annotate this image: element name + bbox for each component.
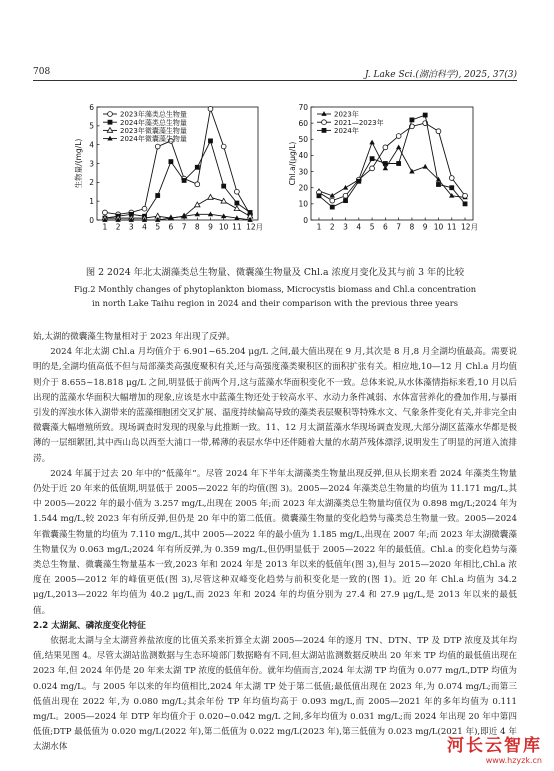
data-point [208,106,213,111]
data-point [103,210,108,215]
figure-caption-zh: 图 2 2024 年北太湖藻类总生物量、微囊藻生物量及 Chl.a 浓度月变化及其与前 3 年的比较 [85,267,465,278]
data-point [169,159,174,164]
data-point [221,184,226,189]
series-line [319,143,465,198]
legend-marker [322,120,327,125]
article-body [33,330,517,756]
legend-label: 2021—2023年 [334,118,384,127]
x-tick-label: 1 [316,222,322,232]
header-rule [33,80,517,81]
data-point [182,178,187,183]
data-point [370,156,375,161]
data-point [195,211,200,216]
y-tick-label: 60 [298,118,308,128]
y-tick-label: 70 [298,102,308,112]
data-point [383,161,388,166]
y-tick-label: 5 [89,121,94,131]
x-tick-label: 6 [168,222,174,232]
x-tick-label: 2 [115,222,121,232]
data-point [330,205,335,210]
y-axis-label: 生物量/(mg/L) [74,138,83,189]
y-tick-label: 2 [89,178,94,188]
x-tick-label: 6 [382,222,388,232]
x-tick-label: 10 [218,222,229,232]
y-tick-label: 6 [89,102,94,112]
data-point [396,134,401,139]
data-point [423,113,428,118]
legend-label: 2024年 [334,127,359,135]
legend-label: 2024年藻类总生物量 [120,118,187,127]
data-point [343,185,348,190]
paragraph: 始,太湖的微囊藻生物量相对于 2023 年出现了反弹。 [33,332,235,342]
data-point [343,198,348,203]
figure-caption-en-line2: in north Lake Taihu region in 2024 and their comparison with the previous three years [92,298,458,308]
data-point [142,206,147,211]
x-tick-label: 10 [433,222,444,232]
y-tick-label: 0 [89,215,94,225]
data-point [234,189,239,194]
data-point [436,182,441,187]
figure-caption-en [33,282,517,310]
x-tick-label: 12月 [246,222,264,232]
x-tick-label: 12月 [461,222,479,232]
series-line [105,141,250,218]
data-point [449,185,454,190]
data-point [422,164,427,169]
watermark-url: www.hzyzk.cn [485,756,542,765]
y-tick-label: 3 [89,159,94,169]
figure-2-charts [75,95,495,260]
y-tick-label: 4 [89,140,94,150]
legend-marker [107,136,112,141]
data-point [195,182,200,187]
x-tick-label: 4 [142,222,147,232]
y-tick-label: 1 [89,196,94,206]
y-tick-label: 20 [298,183,308,193]
data-point [155,144,160,149]
legend-marker [108,112,113,117]
x-tick-label: 2 [329,222,335,232]
x-tick-label: 9 [208,222,213,232]
data-point [436,129,441,134]
x-tick-label: 7 [396,222,402,232]
data-point [383,145,388,150]
data-point [463,193,468,198]
figure-caption-en-line1: Fig.2 Monthly changes of phytoplankton biomass, Microcystis biomass and Chl.a concentration [73,284,477,294]
paragraph: 2024 年北太湖 Chl.a 月均值介于 6.901~65.204 μg/L 之间,最大值出现在 9 月,其次是 8 月,8 月全湖均值最高。需要说明的是,全湖均值高低不但与局部藻类高强度聚积有关,还与高强度藻类聚积区的面积扩张有关。相应地,10—12 月 Chl.a 月均值则介于 8.655~18.818 μg/L 之间,明显低于前两个月,这与蓝藻水华面积变化不一致。总体来说,从水体藻情指标来看,10 月以后出现的蓝藻水华面积大幅增加的现象,应该是水中蓝藻生物还处于较高水平、水动力条件减弱、水体富营养化的叠加作用,与暴雨引发的浑浊水体入湖带来的蓝藻细胞团交叉扩展、温度持续偏高导致的藻类表层聚积等特殊水文、气象条件变化有关,并非完全由微囊藻大幅增殖所致。现场调查时发现的现象与此推断一致。11、12 月太湖蓝藻水华现场调查发现,大部分湖区蓝藻水华都是极薄的一层细絮团,其中西山岛以西至大浦口一带,稀薄的表层水华中还伴随着大量的水葫芦残体漂浮,说明发生了明显的河道入流排涝。 [33,347,517,464]
data-point [208,211,213,216]
legend-label: 2023年微囊藻生物量 [120,127,187,135]
x-tick-label: 11 [446,222,457,232]
legend-label: 2023年藻类总生物量 [120,110,187,119]
x-tick-label: 4 [356,222,362,232]
x-tick-label: 3 [128,222,134,232]
section-heading: 2.2 太湖氮、磷浓度变化特征 [33,620,146,631]
data-point [221,144,226,149]
paragraph: 依据北太湖与全太湖营养盐浓度的比值关系来折算全太湖 2005—2024 年的逐月 TN、DTN、TP 及 DTP 浓度及其年均值,结果见图 4。尽管太湖站监测数据与生态环境部门数据略有不同,但太湖站监测数据反映出 20 年来 TP 均值的最低值出现在 2023 年,但 2024 年仍是 20 年来太湖 TP 浓度的低值年份。就年均值而言,2024 年太湖 TP 均值为 0.077 mg/L,DTP 均值为 0.024 mg/L。与 2005 年以来的年均值相比,2024 年太湖 TP 处于第二低值;最低值出现在 2023 年,为 0.074 mg/L;而第三低值出现在 2022 年,为 0.080 mg/L;其余年份 TP 年均值均高于 0.093 mg/L,而 2005—2021 年的多年均值为 0.111 mg/L。2005—2024 年 DTP 年均值介于 0.020~0.042 mg/L 之间,多年均值为 0.031 mg/L;而 2024 年出现 20 年中第四低值;DTP 最低值为 0.020 mg/L(2022 年),第二低值为 0.022 mg/L(2023 年),第三低值为 0.023 mg/L(2021 年),即近 4 年太湖水体 [33,636,517,753]
x-tick-label: 8 [194,222,200,232]
data-point [317,193,322,198]
data-point [155,193,160,198]
x-tick-label: 9 [422,222,428,232]
x-tick-label: 7 [181,222,187,232]
data-point [449,176,454,181]
data-point [195,165,200,170]
y-tick-label: 50 [298,135,308,145]
data-point [208,139,213,144]
data-point [396,161,401,166]
x-tick-label: 5 [155,222,161,232]
data-point [234,201,239,206]
x-tick-label: 3 [343,222,348,232]
y-axis-label: Chl.a/(μg/L) [288,141,297,186]
page-number: 708 [33,67,51,77]
journal-header: J. Lake Sci.(湖泊科学), 2025, 37(3) [364,70,517,80]
y-tick-label: 0 [303,215,308,225]
data-point [234,206,239,211]
x-tick-label: 5 [369,222,375,232]
data-point [330,198,335,203]
legend-marker [107,128,112,133]
data-point [396,144,401,149]
legend-label: 2024年微囊藻生物量 [120,135,187,144]
figure-2 [75,95,495,260]
legend-marker [322,128,327,133]
data-point [369,140,374,145]
y-tick-label: 40 [298,151,308,161]
x-tick-label: 1 [102,222,108,232]
data-point [463,201,468,206]
y-tick-label: 10 [298,199,308,209]
legend-label: 2023年 [334,110,359,119]
legend-marker [108,120,113,125]
watermark-title: 河长云智库 [447,736,542,756]
data-point [356,179,361,184]
x-tick-label: 8 [409,222,415,232]
x-tick-label: 11 [232,222,242,232]
data-point [410,118,415,123]
legend-marker [321,111,326,116]
data-point [195,202,200,207]
paragraph: 2024 年属于过去 20 年中的“低藻年”。尽管 2024 年下半年太湖藻类生物量出现反弹,但从长期来看 2024 年藻类生物量仍处于近 20 年来的低值期,明显低于 2005—2022 年的均值(图 3)。2005—2024 年藻类总生物量的均值为 11.171 mg/L,其中 2005—2022 年的最小值为 3.257 mg/L,出现在 2005 年;而 2023 年太湖藻类总生物量均值仅为 0.898 mg/L;2024 年为 1.544 mg/L,较 2023 年有所反弹,但仍是 20 年中的第二低值。微囊藻生物量的变化趋势与藻类总生物量一致。2005—2024 年微囊藻生物量的均值为 7.110 mg/L,其中 2005—2022 年的最小值为 1.185 mg/L,出现在 2007 年;而 2023 年太湖微囊藻生物量仅为 0.063 mg/L;2024 年有所反弹,为 0.359 mg/L,但仍明显低于 2005—2022 年的最低值。Chl.a 的变化趋势与藻类总生物量、微囊藻生物量基本一致,2023 年和 2024 年是 2013 年以来的低值年(图 3),但与 2015—2020 年相比,Chl.a 浓度在 2005—2012 年的峰值更低(图 3),尽管这种双峰变化趋势与前积变化是一致的(图 1)。近 20 年 Chl.a 均值为 34.2 μg/L,2013—2022 年均值为 40.2 μg/L,而 2023 年和 2024 年的均值分别为 27.4 和 27.9 μg/L,是 2013 年以来的最低值。 [33,468,517,616]
data-point [370,166,375,171]
watermark-logo [447,731,542,765]
data-point [208,195,213,200]
y-tick-label: 30 [298,167,308,177]
